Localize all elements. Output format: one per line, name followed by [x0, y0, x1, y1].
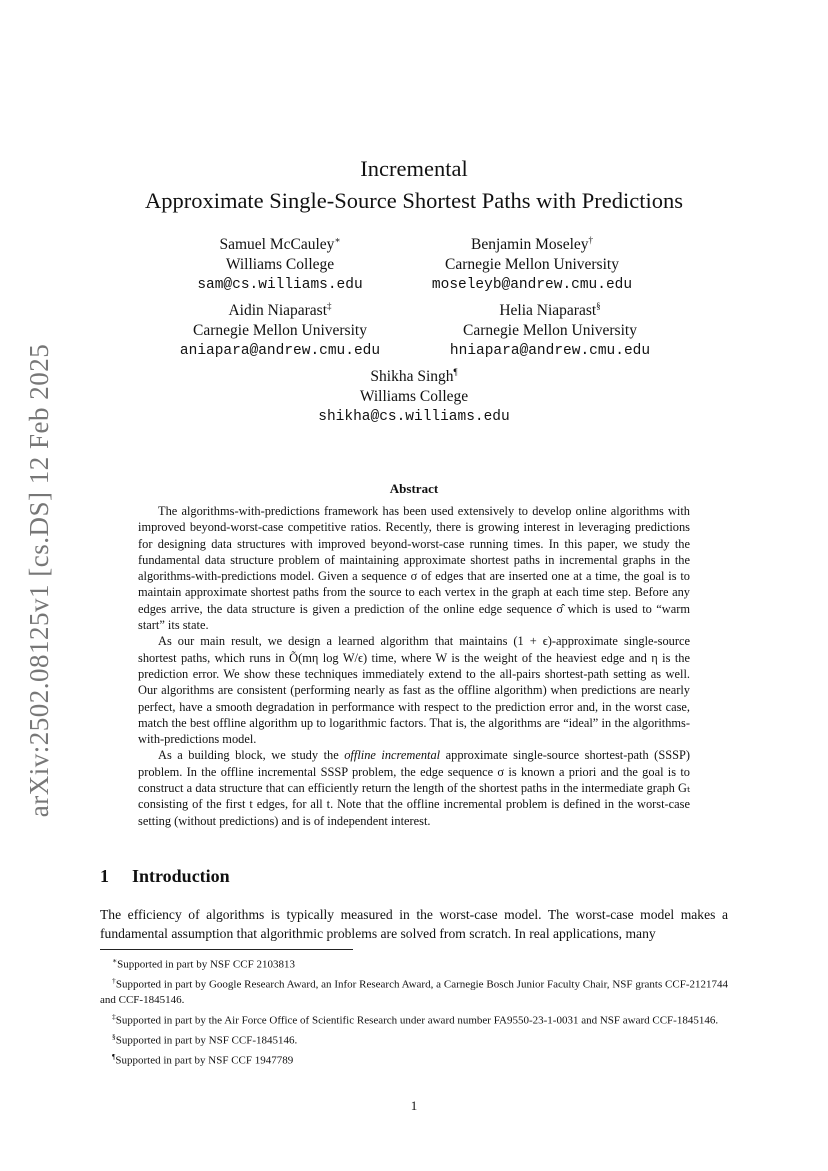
author-email[interactable]: sam@cs.williams.edu — [197, 277, 363, 293]
footnote-mark: † — [588, 234, 594, 245]
page-number: 1 — [410, 1098, 418, 1113]
author-email[interactable]: moseleyb@andrew.cmu.edu — [431, 277, 633, 293]
author-name: Aidin Niaparast — [228, 302, 328, 319]
author-affiliation: Carnegie Mellon University — [445, 256, 619, 273]
author-block-h-niaparast — [410, 301, 690, 361]
author-affiliation: Williams College — [225, 256, 335, 273]
footnote-mark: ‡ — [112, 1011, 116, 1021]
section-heading-introduction — [100, 866, 230, 887]
author-block-singh — [274, 367, 554, 427]
abstract-body — [138, 503, 690, 829]
author-block-b-moseley — [392, 235, 672, 295]
author-name: Samuel McCauley — [219, 236, 335, 253]
author-block-mccauley — [140, 235, 420, 295]
footnote: ¶Supported in part by NSF CCF 1947789 — [112, 1052, 294, 1067]
author-affiliation: Carnegie Mellon University — [193, 322, 367, 339]
footnote-mark: § — [596, 300, 601, 311]
author-affiliation: Carnegie Mellon University — [463, 322, 637, 339]
intro-paragraph: The efficiency of algorithms is typically measured in the worst-case model. The worst-case model makes a fundamental assumption that algorithmic problems are solved from scratch. In real applications, many — [100, 907, 728, 941]
author-name: Shikha Singh — [370, 368, 454, 385]
author-name: Benjamin Moseley — [470, 236, 589, 253]
title-line-1: Incremental — [360, 156, 468, 181]
author-name: Helia Niaparast — [499, 302, 597, 319]
arxiv-identifier-text: arXiv:2502.08125v1 [cs.DS] 12 Feb 2025 — [24, 343, 55, 817]
footnote-mark: ¶ — [112, 1052, 116, 1062]
section-number: 1 — [100, 866, 109, 886]
section-title: Introduction — [132, 866, 230, 886]
footnote-mark: † — [112, 976, 116, 986]
footnote-mark: ¶ — [453, 366, 458, 377]
title-line-2: Approximate Single-Source Shortest Paths with Predictions — [144, 188, 684, 213]
abstract-paragraph-2: As our main result, we design a learned algorithm that maintains (1 + ϵ)-approximate single-source shortest paths, which runs in Õ(mη log W/ϵ) time, where W is the weight of the heaviest edge and η is the prediction error. We show these techniques immediately extend to the all-pairs shortest-path setting as well. Our algorithms are consistent (performing nearly as fast as the offline algorithm) when predictions are nearly perfect, have a smooth degradation in performance with respect to the prediction error and, in the worst case, match the best offline algorithm up to logarithmic factors. That is, the algorithms are “ideal” in the algorithms-with-predictions model. — [138, 634, 690, 747]
footnote-mark: ‡ — [327, 300, 332, 311]
abstract-paragraph-1: The algorithms-with-predictions framework has been used extensively to develop online algorithms with improved beyond-worst-case competitive ratios. Recently, there is growing interest in leveraging predictions for designing data structures with improved beyond-worst-case running times. In this paper, we study the fundamental data structure problem of maintaining approximate shortest paths in incremental graphs in the algorithms-with-predictions model. Given a sequence σ of edges that are inserted one at a time, the goal is to maintain approximate shortest paths from the source to each vertex in the graph at each time step. Before any edges arrive, the data structure is given a prediction of the online edge sequence σ̂ which is used to “warm start” its state. — [138, 504, 690, 633]
abstract-paragraph-3: As a building block, we study the offline incremental approximate single-source shortest-path (SSSP) problem. In the offline incremental SSSP problem, the edge sequence σ is known a priori and the goal is to construct a data structure that can efficiently return the length of the shortest paths in the intermediate graph Gₜ consisting of the first t edges, for all t. Note that the offline incremental problem is defined in the worst-case setting (without predictions) and is of independent interest. — [138, 748, 691, 828]
footnote: †Supported in part by Google Research Award, an Infor Research Award, a Carnegie Bosch Junior Faculty Chair, NSF grants CCF-2121744 and CCF-1845146. — [100, 976, 729, 1007]
footnote-divider — [100, 949, 353, 950]
author-block-a-niaparast — [140, 301, 420, 361]
abstract-heading: Abstract — [389, 481, 439, 496]
footnote-mark: ∗ — [334, 234, 341, 245]
author-email[interactable]: hniapara@andrew.cmu.edu — [449, 343, 651, 359]
paper-title — [100, 153, 728, 217]
author-email[interactable]: shikha@cs.williams.edu — [318, 409, 510, 425]
author-email[interactable]: aniapara@andrew.cmu.edu — [179, 343, 381, 359]
footnotes — [100, 953, 728, 1069]
footnote: §Supported in part by NSF CCF-1845146. — [112, 1031, 298, 1047]
arxiv-identifier-stamp — [18, 340, 62, 820]
author-affiliation: Williams College — [359, 388, 469, 405]
emphasis-offline-incremental: offline incremental — [344, 748, 441, 763]
footnote: ‡Supported in part by the Air Force Office of Scientific Research under award number FA9550-23-1-0031 and NSF award CCF-1845146. — [112, 1011, 719, 1027]
footnote-mark: § — [112, 1031, 116, 1041]
footnote-mark: ∗ — [112, 956, 118, 965]
footnote: ∗Supported in part by NSF CCF 2103813 — [112, 956, 295, 971]
